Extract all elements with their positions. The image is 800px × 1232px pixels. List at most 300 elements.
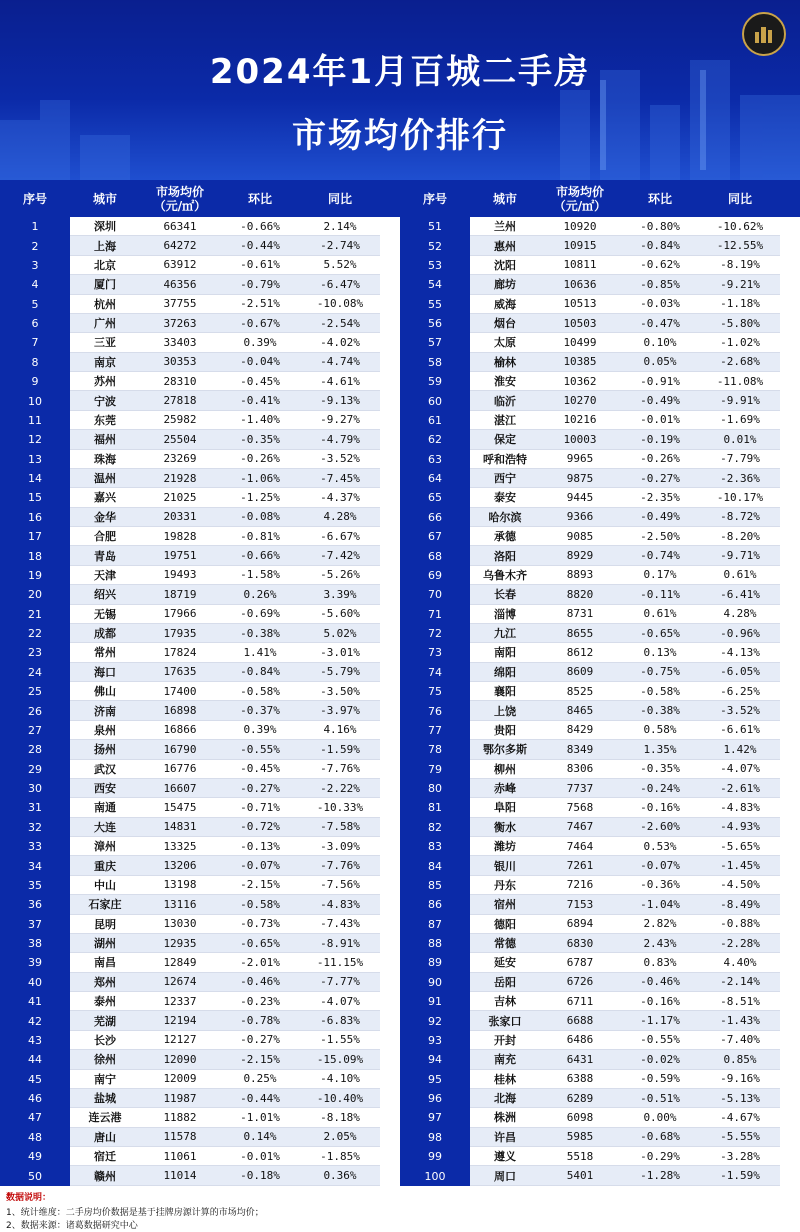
table-row <box>0 295 400 314</box>
yoy-cell: -7.43% <box>300 915 380 934</box>
city-cell: 杭州 <box>70 295 140 314</box>
rank-cell: 34 <box>0 856 70 875</box>
rank-cell: 77 <box>400 721 470 740</box>
table-body-right <box>400 217 800 1186</box>
mom-cell: -0.01% <box>220 1147 300 1166</box>
city-cell: 丹东 <box>470 876 540 895</box>
mom-cell: -0.46% <box>620 973 700 992</box>
yoy-cell: -7.77% <box>300 973 380 992</box>
rank-cell: 27 <box>0 721 70 740</box>
price-cell: 10362 <box>540 372 620 391</box>
table-row <box>400 837 800 856</box>
rank-cell: 59 <box>400 372 470 391</box>
table-row <box>400 721 800 740</box>
price-cell: 8929 <box>540 546 620 565</box>
yoy-cell: -4.67% <box>700 1108 780 1127</box>
yoy-cell: -1.45% <box>700 856 780 875</box>
rank-cell: 100 <box>400 1166 470 1185</box>
price-cell: 6726 <box>540 973 620 992</box>
price-cell: 9085 <box>540 527 620 546</box>
table-row <box>400 411 800 430</box>
rank-cell: 21 <box>0 605 70 624</box>
mom-cell: -1.28% <box>620 1166 700 1185</box>
city-cell: 唐山 <box>70 1128 140 1147</box>
city-cell: 保定 <box>470 430 540 449</box>
table-row <box>0 275 400 294</box>
table-row <box>400 566 800 585</box>
mom-cell: -0.23% <box>220 992 300 1011</box>
city-cell: 连云港 <box>70 1108 140 1127</box>
rank-cell: 48 <box>0 1128 70 1147</box>
table-row <box>0 1031 400 1050</box>
price-cell: 8349 <box>540 740 620 759</box>
rank-cell: 97 <box>400 1108 470 1127</box>
price-cell: 6486 <box>540 1031 620 1050</box>
table-row <box>0 1108 400 1127</box>
table-row <box>0 798 400 817</box>
rank-cell: 74 <box>400 663 470 682</box>
city-cell: 西安 <box>70 779 140 798</box>
rank-cell: 18 <box>0 546 70 565</box>
price-cell: 7737 <box>540 779 620 798</box>
mom-cell: -0.46% <box>220 973 300 992</box>
table-row <box>400 1166 800 1185</box>
city-cell: 延安 <box>470 953 540 972</box>
table-row <box>0 605 400 624</box>
price-cell: 8820 <box>540 585 620 604</box>
yoy-cell: -7.40% <box>700 1031 780 1050</box>
rank-cell: 70 <box>400 585 470 604</box>
rank-cell: 82 <box>400 818 470 837</box>
mom-cell: -2.35% <box>620 488 700 507</box>
city-cell: 株洲 <box>470 1108 540 1127</box>
mom-cell: -0.27% <box>220 779 300 798</box>
price-cell: 21025 <box>140 488 220 507</box>
city-cell: 嘉兴 <box>70 488 140 507</box>
price-cell: 6098 <box>540 1108 620 1127</box>
table-row <box>0 818 400 837</box>
table-row <box>400 973 800 992</box>
yoy-cell: -6.67% <box>300 527 380 546</box>
yoy-cell: -2.28% <box>700 934 780 953</box>
price-cell: 12127 <box>140 1031 220 1050</box>
city-cell: 南充 <box>470 1050 540 1069</box>
mom-cell: -0.49% <box>620 508 700 527</box>
price-cell: 13206 <box>140 856 220 875</box>
mom-cell: 2.82% <box>620 915 700 934</box>
table-row <box>0 760 400 779</box>
city-cell: 太原 <box>470 333 540 352</box>
city-cell: 泉州 <box>70 721 140 740</box>
table-row <box>400 333 800 352</box>
price-cell: 16607 <box>140 779 220 798</box>
mom-cell: -0.66% <box>220 546 300 565</box>
yoy-cell: -6.83% <box>300 1011 380 1030</box>
rank-cell: 32 <box>0 818 70 837</box>
table-row <box>400 469 800 488</box>
data-notes <box>0 1186 800 1232</box>
price-cell: 19751 <box>140 546 220 565</box>
table-row <box>400 915 800 934</box>
yoy-cell: -4.83% <box>300 895 380 914</box>
table-row <box>400 1070 800 1089</box>
mom-cell: -0.02% <box>620 1050 700 1069</box>
table-row <box>0 876 400 895</box>
rank-cell: 25 <box>0 682 70 701</box>
city-cell: 广州 <box>70 314 140 333</box>
table-row <box>0 973 400 992</box>
table-row <box>400 546 800 565</box>
city-cell: 绍兴 <box>70 585 140 604</box>
city-cell: 东莞 <box>70 411 140 430</box>
rank-cell: 19 <box>0 566 70 585</box>
city-cell: 淄博 <box>470 605 540 624</box>
page-title: 2024年1月百城二手房 <box>209 52 591 92</box>
rank-cell: 35 <box>0 876 70 895</box>
yoy-cell: -6.41% <box>700 585 780 604</box>
price-cell: 11987 <box>140 1089 220 1108</box>
mom-cell: -0.78% <box>220 1011 300 1030</box>
price-cell: 6787 <box>540 953 620 972</box>
rank-cell: 56 <box>400 314 470 333</box>
table-row <box>0 1128 400 1147</box>
mom-cell: -2.60% <box>620 818 700 837</box>
city-cell: 惠州 <box>470 236 540 255</box>
table-row <box>0 856 400 875</box>
yoy-cell: 4.40% <box>700 953 780 972</box>
yoy-cell: -4.13% <box>700 643 780 662</box>
rank-cell: 49 <box>0 1147 70 1166</box>
yoy-cell: -11.15% <box>300 953 380 972</box>
rank-cell: 14 <box>0 469 70 488</box>
mom-cell: -0.58% <box>620 682 700 701</box>
rank-cell: 83 <box>400 837 470 856</box>
price-cell: 8731 <box>540 605 620 624</box>
rank-cell: 99 <box>400 1147 470 1166</box>
price-cell: 28310 <box>140 372 220 391</box>
table-row <box>400 895 800 914</box>
mom-cell: 1.41% <box>220 643 300 662</box>
price-cell: 10216 <box>540 411 620 430</box>
mom-cell: -0.44% <box>220 236 300 255</box>
rank-cell: 5 <box>0 295 70 314</box>
table-row <box>0 624 400 643</box>
table-body-left <box>0 217 400 1186</box>
price-cell: 6388 <box>540 1070 620 1089</box>
rank-cell: 47 <box>0 1108 70 1127</box>
table-row <box>400 256 800 275</box>
table-row <box>400 314 800 333</box>
yoy-cell: -3.28% <box>700 1147 780 1166</box>
yoy-cell: -2.61% <box>700 779 780 798</box>
city-cell: 张家口 <box>470 1011 540 1030</box>
yoy-cell: -5.13% <box>700 1089 780 1108</box>
price-cell: 14831 <box>140 818 220 837</box>
yoy-cell: -4.83% <box>700 798 780 817</box>
city-cell: 阜阳 <box>470 798 540 817</box>
mom-cell: 1.35% <box>620 740 700 759</box>
table-row <box>0 721 400 740</box>
city-cell: 昆明 <box>70 915 140 934</box>
rank-cell: 76 <box>400 701 470 720</box>
mom-cell: 0.39% <box>220 721 300 740</box>
price-cell: 8609 <box>540 663 620 682</box>
table-header <box>0 180 400 217</box>
city-cell: 长沙 <box>70 1031 140 1050</box>
city-cell: 九江 <box>470 624 540 643</box>
rank-cell: 6 <box>0 314 70 333</box>
mom-cell: -0.72% <box>220 818 300 837</box>
yoy-cell: -5.80% <box>700 314 780 333</box>
mom-cell: -0.07% <box>620 856 700 875</box>
price-cell: 9445 <box>540 488 620 507</box>
mom-cell: -0.38% <box>620 701 700 720</box>
mom-cell: 0.39% <box>220 333 300 352</box>
mom-cell: -0.41% <box>220 391 300 410</box>
city-cell: 承德 <box>470 527 540 546</box>
yoy-cell: 4.28% <box>700 605 780 624</box>
city-cell: 湛江 <box>470 411 540 430</box>
yoy-cell: -9.13% <box>300 391 380 410</box>
table-row <box>400 934 800 953</box>
table-row <box>400 1108 800 1127</box>
table-row <box>400 740 800 759</box>
table-row <box>400 430 800 449</box>
table-row <box>0 895 400 914</box>
rank-cell: 42 <box>0 1011 70 1030</box>
yoy-cell: -0.88% <box>700 915 780 934</box>
table-row <box>0 566 400 585</box>
rank-cell: 91 <box>400 992 470 1011</box>
price-cell: 10513 <box>540 295 620 314</box>
price-cell: 16790 <box>140 740 220 759</box>
city-cell: 珠海 <box>70 450 140 469</box>
city-cell: 扬州 <box>70 740 140 759</box>
mom-cell: -0.36% <box>620 876 700 895</box>
mom-cell: -0.67% <box>220 314 300 333</box>
mom-cell: -0.68% <box>620 1128 700 1147</box>
yoy-cell: -4.74% <box>300 353 380 372</box>
rank-cell: 3 <box>0 256 70 275</box>
yoy-cell: -7.45% <box>300 469 380 488</box>
city-cell: 宿迁 <box>70 1147 140 1166</box>
price-cell: 6688 <box>540 1011 620 1030</box>
mom-cell: -0.44% <box>220 1089 300 1108</box>
mom-cell: 0.26% <box>220 585 300 604</box>
yoy-cell: -9.21% <box>700 275 780 294</box>
city-cell: 榆林 <box>470 353 540 372</box>
header-mom: 环比 <box>247 191 272 206</box>
table-row <box>400 663 800 682</box>
yoy-cell: -3.52% <box>700 701 780 720</box>
notes-line-1: 1、统计维度：二手房均价数据是基于挂牌房源计算的市场均价； <box>6 1208 264 1218</box>
city-cell: 廊坊 <box>470 275 540 294</box>
table-row <box>0 450 400 469</box>
city-cell: 赤峰 <box>470 779 540 798</box>
table-row <box>400 760 800 779</box>
table-row <box>0 1050 400 1069</box>
city-cell: 武汉 <box>70 760 140 779</box>
yoy-cell: -4.10% <box>300 1070 380 1089</box>
city-cell: 桂林 <box>470 1070 540 1089</box>
rank-cell: 53 <box>400 256 470 275</box>
mom-cell: -1.40% <box>220 411 300 430</box>
mom-cell: -0.19% <box>620 430 700 449</box>
mom-cell: -0.59% <box>620 1070 700 1089</box>
city-cell: 天津 <box>70 566 140 585</box>
table-row <box>0 837 400 856</box>
city-cell: 郑州 <box>70 973 140 992</box>
rank-cell: 1 <box>0 217 70 236</box>
city-cell: 济南 <box>70 701 140 720</box>
price-cell: 13030 <box>140 915 220 934</box>
yoy-cell: 4.28% <box>300 508 380 527</box>
rank-cell: 4 <box>0 275 70 294</box>
price-cell: 16866 <box>140 721 220 740</box>
yoy-cell: -4.93% <box>700 818 780 837</box>
price-cell: 17966 <box>140 605 220 624</box>
mom-cell: -0.91% <box>620 372 700 391</box>
table-row <box>0 391 400 410</box>
table-row <box>0 663 400 682</box>
yoy-cell: -11.08% <box>700 372 780 391</box>
table-row <box>0 1011 400 1030</box>
yoy-cell: -8.91% <box>300 934 380 953</box>
table-row <box>0 314 400 333</box>
mom-cell: -2.50% <box>620 527 700 546</box>
rank-cell: 84 <box>400 856 470 875</box>
table-row <box>0 682 400 701</box>
yoy-cell: -7.56% <box>300 876 380 895</box>
mom-cell: -2.01% <box>220 953 300 972</box>
table-row <box>400 856 800 875</box>
mom-cell: -0.81% <box>220 527 300 546</box>
price-cell: 7261 <box>540 856 620 875</box>
rank-cell: 13 <box>0 450 70 469</box>
yoy-cell: -3.52% <box>300 450 380 469</box>
price-cell: 63912 <box>140 256 220 275</box>
city-cell: 青岛 <box>70 546 140 565</box>
mom-cell: -0.45% <box>220 372 300 391</box>
rank-cell: 96 <box>400 1089 470 1108</box>
rank-cell: 92 <box>400 1011 470 1030</box>
price-cell: 5401 <box>540 1166 620 1185</box>
mom-cell: -0.27% <box>620 469 700 488</box>
city-cell: 呼和浩特 <box>470 450 540 469</box>
mom-cell: -0.71% <box>220 798 300 817</box>
mom-cell: 0.17% <box>620 566 700 585</box>
price-cell: 17635 <box>140 663 220 682</box>
price-cell: 6431 <box>540 1050 620 1069</box>
price-cell: 66341 <box>140 217 220 236</box>
price-cell: 10499 <box>540 333 620 352</box>
rank-cell: 66 <box>400 508 470 527</box>
header-price: 市场均价 （元/㎡） <box>153 184 207 213</box>
rank-cell: 40 <box>0 973 70 992</box>
yoy-cell: -3.01% <box>300 643 380 662</box>
city-cell: 温州 <box>70 469 140 488</box>
yoy-cell: -2.14% <box>700 973 780 992</box>
mom-cell: -0.58% <box>220 682 300 701</box>
yoy-cell: 0.61% <box>700 566 780 585</box>
city-cell: 乌鲁木齐 <box>470 566 540 585</box>
price-cell: 15475 <box>140 798 220 817</box>
city-cell: 徐州 <box>70 1050 140 1069</box>
price-cell: 10003 <box>540 430 620 449</box>
city-cell: 重庆 <box>70 856 140 875</box>
table-row <box>400 508 800 527</box>
city-cell: 长春 <box>470 585 540 604</box>
mom-cell: -0.01% <box>620 411 700 430</box>
city-cell: 绵阳 <box>470 663 540 682</box>
table-row <box>0 256 400 275</box>
mom-cell: -0.27% <box>220 1031 300 1050</box>
rank-cell: 75 <box>400 682 470 701</box>
mom-cell: -0.75% <box>620 663 700 682</box>
price-cell: 16776 <box>140 760 220 779</box>
mom-cell: -0.26% <box>220 450 300 469</box>
mom-cell: -0.45% <box>220 760 300 779</box>
price-cell: 7153 <box>540 895 620 914</box>
rank-cell: 63 <box>400 450 470 469</box>
yoy-cell: 2.05% <box>300 1128 380 1147</box>
price-cell: 6711 <box>540 992 620 1011</box>
price-cell: 20331 <box>140 508 220 527</box>
rank-cell: 10 <box>0 391 70 410</box>
price-cell: 33403 <box>140 333 220 352</box>
price-cell: 10920 <box>540 217 620 236</box>
table-row <box>0 333 400 352</box>
city-cell: 芜湖 <box>70 1011 140 1030</box>
table-row <box>400 818 800 837</box>
mom-cell: -0.84% <box>620 236 700 255</box>
header-yoy: 同比 <box>327 191 352 206</box>
mom-cell: -0.69% <box>220 605 300 624</box>
yoy-cell: -8.19% <box>700 256 780 275</box>
price-cell: 5985 <box>540 1128 620 1147</box>
city-cell: 佛山 <box>70 682 140 701</box>
city-cell: 上饶 <box>470 701 540 720</box>
rank-cell: 54 <box>400 275 470 294</box>
yoy-cell: 0.36% <box>300 1166 380 1185</box>
rank-cell: 22 <box>0 624 70 643</box>
table-row <box>400 624 800 643</box>
price-cell: 12935 <box>140 934 220 953</box>
city-cell: 中山 <box>70 876 140 895</box>
table-row <box>400 992 800 1011</box>
table-left-panel <box>0 180 400 1186</box>
city-cell: 吉林 <box>470 992 540 1011</box>
city-cell: 许昌 <box>470 1128 540 1147</box>
rank-cell: 64 <box>400 469 470 488</box>
rank-cell: 52 <box>400 236 470 255</box>
mom-cell: -2.15% <box>220 876 300 895</box>
city-cell: 开封 <box>470 1031 540 1050</box>
price-cell: 9965 <box>540 450 620 469</box>
price-cell: 6830 <box>540 934 620 953</box>
yoy-cell: -15.09% <box>300 1050 380 1069</box>
table-row <box>0 508 400 527</box>
rank-cell: 37 <box>0 915 70 934</box>
price-cell: 13325 <box>140 837 220 856</box>
yoy-cell: -2.54% <box>300 314 380 333</box>
mom-cell: -0.18% <box>220 1166 300 1185</box>
rank-cell: 51 <box>400 217 470 236</box>
city-cell: 洛阳 <box>470 546 540 565</box>
mom-cell: -2.51% <box>220 295 300 314</box>
table-row <box>0 353 400 372</box>
table-row <box>400 450 800 469</box>
